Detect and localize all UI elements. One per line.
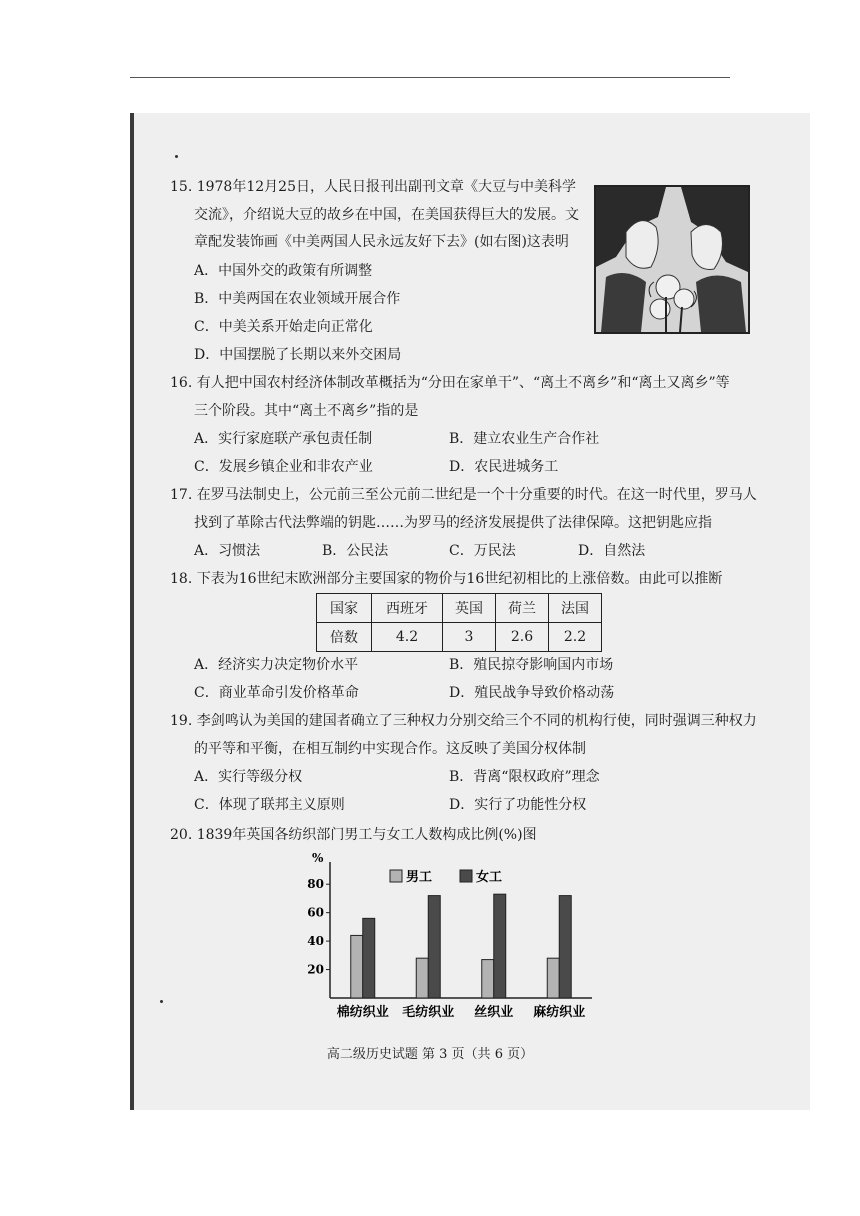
bar-male: [416, 958, 428, 998]
q16-stem-line2: 三个阶段。其中“离土不离乡”指的是: [194, 403, 419, 419]
scan-speck: [160, 1000, 163, 1003]
x-tick-label: 毛纺织业: [402, 1005, 455, 1020]
q17-option-c: C．万民法: [449, 543, 516, 559]
q17-option-a: A．习惯法: [194, 543, 261, 559]
q18-stem-line1: 18. 下表为16世纪末欧洲部分主要国家的物价与16世纪初相比的上涨倍数。由此可以推断: [170, 571, 723, 587]
x-tick-label: 麻纺织业: [533, 1005, 586, 1020]
scan-speck: [175, 155, 178, 158]
q15-option-c: C．中美关系开始走向正常化: [194, 319, 373, 335]
q18-option-b: B．殖民掠夺影响国内市场: [449, 657, 614, 673]
q16-option-b: B．建立农业生产合作社: [449, 431, 600, 447]
q16-option-c: C．发展乡镇企业和非农产业: [194, 459, 373, 475]
bar-female: [428, 896, 440, 998]
bar-male: [547, 958, 559, 998]
legend-label: 男工: [406, 870, 433, 885]
table-cell: 法国: [549, 594, 602, 623]
x-tick-label: 棉纺织业: [336, 1005, 389, 1020]
q19-option-c: C．体现了联邦主义原则: [194, 797, 345, 813]
q15-stem-line3: 章配发装饰画《中美两国人民永远友好下去》(如右图)这表明: [194, 234, 569, 250]
table-cell: 4.2: [372, 623, 443, 652]
q17-stem-line2: 找到了革除古代法弊端的钥匙……为罗马的经济发展提供了法律保障。这把钥匙应指: [194, 515, 712, 531]
bar-female: [494, 894, 506, 998]
bar-female: [363, 918, 375, 998]
q15-option-b: B．中美两国在农业领域开展合作: [194, 291, 401, 307]
table-cell: 国家: [317, 594, 372, 623]
table-cell: 2.6: [496, 623, 549, 652]
table-cell: 英国: [443, 594, 496, 623]
legend-label: 女工: [476, 870, 503, 885]
q16-stem-line1: 16. 有人把中国农村经济体制改革概括为“分田在家单干”、“离土不离乡”和“离土又离乡”等: [170, 375, 730, 391]
legend-swatch: [390, 870, 402, 882]
y-tick-label: 60: [307, 905, 324, 920]
q15-stem-line1: 15. 1978年12月25日，人民日报刊出副刊文章《大豆与中美科学: [170, 179, 576, 195]
q18-option-d: D．殖民战争导致价格动荡: [449, 685, 615, 701]
price-table-header-row: [317, 594, 602, 623]
q19-stem-line1: 19. 李剑鸣认为美国的建国者确立了三种权力分别交给三个不同的机构行使，同时强调三种权力: [170, 713, 757, 729]
q19-stem-line2: 的平等和平衡，在相互制约中实现合作。这反映了美国分权体制: [194, 741, 586, 757]
y-tick-label: 20: [307, 962, 324, 977]
q16-option-a: A．实行家庭联产承包责任制: [194, 431, 373, 447]
table-cell: 西班牙: [372, 594, 443, 623]
q17-stem-line1: 17. 在罗马法制史上，公元前三至公元前二世纪是一个十分重要的时代。在这一时代里，罗马人: [170, 487, 757, 503]
y-tick-label: 80: [307, 877, 324, 892]
q16-option-d: D．农民进城务工: [449, 459, 559, 475]
x-tick-label: 丝织业: [474, 1005, 514, 1020]
q19-option-b: B．背离“限权政府”理念: [449, 769, 600, 785]
q18-option-c: C．商业革命引发价格革命: [194, 685, 359, 701]
y-axis-label: %: [312, 851, 324, 865]
bar-male: [482, 960, 494, 998]
friendship-illustration: [594, 185, 750, 334]
q17-option-d: D．自然法: [578, 543, 646, 559]
bar-male: [351, 935, 363, 998]
q15-option-a: A．中国外交的政策有所调整: [194, 263, 373, 279]
page-footer: 高二级历史试题 第 3 页（共 6 页）: [326, 1047, 534, 1062]
table-cell: 倍数: [317, 623, 372, 652]
price-table: [316, 593, 602, 652]
table-cell: 2.2: [549, 623, 602, 652]
q19-option-a: A．实行等级分权: [194, 769, 303, 785]
q18-option-a: A．经济实力决定物价水平: [194, 657, 359, 673]
y-tick-label: 40: [307, 934, 324, 949]
q20-stem-line1: 20. 1839年英国各纺织部门男工与女工人数构成比例(%)图: [170, 827, 537, 843]
table-cell: 3: [443, 623, 496, 652]
q15-option-d: D．中国摆脱了长期以来外交困局: [194, 347, 402, 363]
q17-option-b: B．公民法: [322, 543, 389, 559]
q19-option-d: D．实行了功能性分权: [449, 797, 587, 813]
friendship-illustration-drawing: [596, 187, 748, 332]
table-cell: 荷兰: [496, 594, 549, 623]
top-rule: [130, 77, 730, 78]
q15-stem-line2: 交流》，介绍说大豆的故乡在中国，在美国获得巨大的发展。文: [194, 207, 579, 223]
legend-swatch: [460, 870, 472, 882]
textile-workers-chart: [300, 850, 600, 1030]
price-table-value-row: [317, 623, 602, 652]
bar-female: [559, 896, 571, 998]
